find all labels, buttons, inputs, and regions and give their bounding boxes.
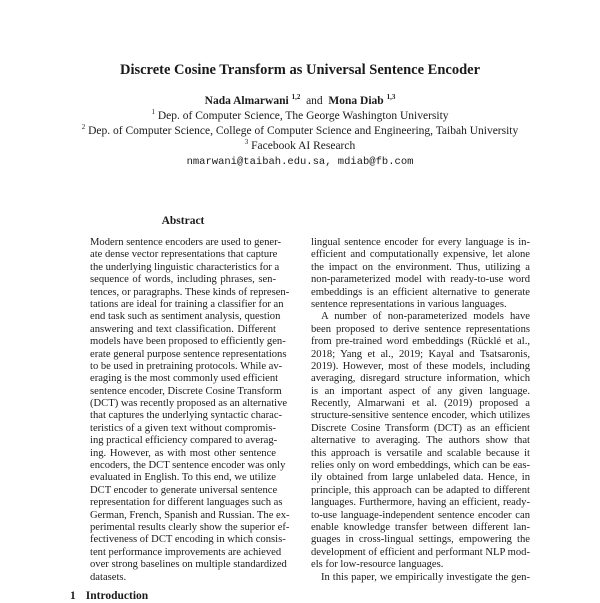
text-line: In this paper, we empirically investigate the gen- bbox=[321, 571, 530, 583]
text-line: representation for different languages such as bbox=[90, 497, 283, 509]
text-line: ing practical efficiency compared to averag- bbox=[90, 435, 278, 447]
author-conjunction: and bbox=[306, 95, 323, 107]
authors bbox=[0, 95, 600, 108]
text-line: German, French, Spanish and Russian. The ex- bbox=[90, 509, 290, 521]
text-line: guages in cross-lingual settings, empowering the bbox=[311, 534, 530, 546]
text-line: been proposed to derive sentence representations bbox=[311, 323, 530, 335]
text-line: ing. However, as with most other sentence bbox=[90, 447, 276, 459]
affiliation bbox=[0, 140, 600, 153]
text-line: development of efficient and performant NLP mod- bbox=[311, 546, 530, 558]
text-line: ate dense vector representations that capture bbox=[90, 249, 278, 261]
text-line: sentence encoder, Discrete Cosine Transform bbox=[90, 385, 282, 397]
text-line: tations are ideal for training a classifier for an bbox=[90, 298, 284, 310]
text-line: models have been proposed to efficiently gen- bbox=[90, 336, 286, 348]
author-name: Mona Diab bbox=[328, 95, 384, 107]
text-line: structure-sensitive sentence encoder, which utilizes bbox=[311, 410, 530, 422]
text-line: sequence of words, including phrases, sen- bbox=[90, 274, 276, 286]
author-affiliation-marker: 1,2 bbox=[291, 93, 301, 102]
text-line: fectiveness of DCT encoding in which consis- bbox=[90, 534, 286, 546]
author-name: Nada Almarwani bbox=[204, 95, 289, 107]
text-line: end task such as sentiment analysis, question bbox=[90, 311, 281, 323]
text-line: over strong baselines on multiple standardized bbox=[90, 559, 287, 571]
text-line: is an important aspect of any given language. bbox=[311, 385, 530, 397]
text-line: els for low-resource languages. bbox=[311, 559, 444, 571]
text-line: eraging is the most commonly used efficient bbox=[90, 373, 279, 385]
text-line: teristics of a given text without compromis- bbox=[90, 422, 276, 434]
text-line: perimental results clearly show the superior ef- bbox=[90, 521, 290, 533]
text-line: 2018; Yang et al., 2019; Kayal and Tsatsaronis, bbox=[311, 348, 530, 360]
text-line: efficient and computationally expensive, let alone bbox=[311, 249, 530, 261]
text-line: that captures the underlying syntactic charac- bbox=[90, 410, 283, 422]
text-line: to be used in pretraining protocols. While av- bbox=[90, 360, 283, 372]
affiliation bbox=[0, 110, 600, 123]
text-line: 2019). However, most of these models, including bbox=[311, 360, 530, 372]
text-line: Modern sentence encoders are used to gener- bbox=[90, 237, 281, 248]
section-heading bbox=[70, 590, 158, 603]
text-line: alternative to averaging. The authors show that bbox=[311, 435, 530, 447]
affiliation-text: Dep. of Computer Science, College of Computer Science and Engineering, Taibah University bbox=[88, 125, 519, 137]
text-line: datasets. bbox=[90, 571, 127, 583]
affiliation-marker: 2 bbox=[81, 123, 86, 132]
paper-title: Discrete Cosine Transform as Universal Sentence Encoder bbox=[119, 62, 481, 78]
affiliation bbox=[0, 125, 600, 138]
text-line: embeddings is an efficient alternative to generate bbox=[311, 286, 530, 298]
author-affiliation-marker: 1,3 bbox=[386, 93, 396, 102]
text-line: from pre-trained word embeddings (Rücklé et al., bbox=[311, 336, 530, 348]
section-title: Introduction bbox=[85, 590, 149, 602]
text-line: averaging, disregard structure information, which bbox=[311, 373, 530, 385]
text-line: enable knowledge transfer between different lan- bbox=[311, 521, 530, 533]
right-column-body bbox=[311, 237, 530, 584]
text-line: Recently, Almarwani et al. (2019) proposed a bbox=[311, 398, 530, 410]
text-line: relies only on word embeddings, which can be eas- bbox=[311, 460, 530, 472]
text-line: to-use language-independent sentence encoder can bbox=[311, 509, 530, 521]
text-line: tences, or paragraphs. These kinds of represen- bbox=[90, 286, 290, 298]
text-line: sentence representations in various languages. bbox=[311, 298, 507, 310]
section-number: 1 bbox=[70, 590, 76, 602]
text-line: ily obtained from large unlabeled data. Hence, in bbox=[311, 472, 530, 484]
text-line: answering and text classification. Different bbox=[90, 323, 276, 335]
text-line: encoders, the DCT sentence encoder was only bbox=[90, 460, 286, 472]
text-line: languages. Furthermore, having an efficient, ready- bbox=[311, 497, 530, 509]
text-line: non-parameterized model with ready-to-use word bbox=[311, 274, 530, 286]
affiliation-marker: 3 bbox=[244, 138, 249, 147]
author-emails: nmarwani@taibah.edu.sa, mdiab@fb.com bbox=[186, 156, 414, 168]
text-line: the underlying linguistic characteristics for a bbox=[90, 261, 280, 273]
text-line: DCT encoder to generate universal sentence bbox=[90, 484, 278, 496]
text-line: erate general purpose sentence representations bbox=[90, 348, 287, 360]
abstract-body bbox=[90, 237, 290, 584]
text-line: this approach is versatile and scalable because it bbox=[311, 447, 530, 459]
abstract-heading: Abstract bbox=[161, 215, 205, 227]
affiliation-text: Dep. of Computer Science, The George Washington University bbox=[157, 110, 449, 122]
text-line: Discrete Cosine Transform (DCT) as an efficient bbox=[311, 422, 530, 434]
affiliation-marker: 1 bbox=[151, 108, 155, 117]
affiliation-text: Facebook AI Research bbox=[251, 140, 356, 152]
text-line: tent performance improvements are achieved bbox=[90, 546, 282, 558]
text-line: lingual sentence encoder for every language is in- bbox=[311, 237, 530, 248]
text-line: principle, this approach can be adapted to different bbox=[311, 484, 530, 496]
text-line: the impact on the environment. Thus, utilizing a bbox=[311, 261, 530, 273]
text-line: (DCT) was recently proposed as an alternative bbox=[90, 398, 288, 410]
text-line: evaluated in English. To this end, we utilize bbox=[90, 472, 276, 484]
text-line: A number of non-parameterized models have bbox=[321, 311, 530, 323]
